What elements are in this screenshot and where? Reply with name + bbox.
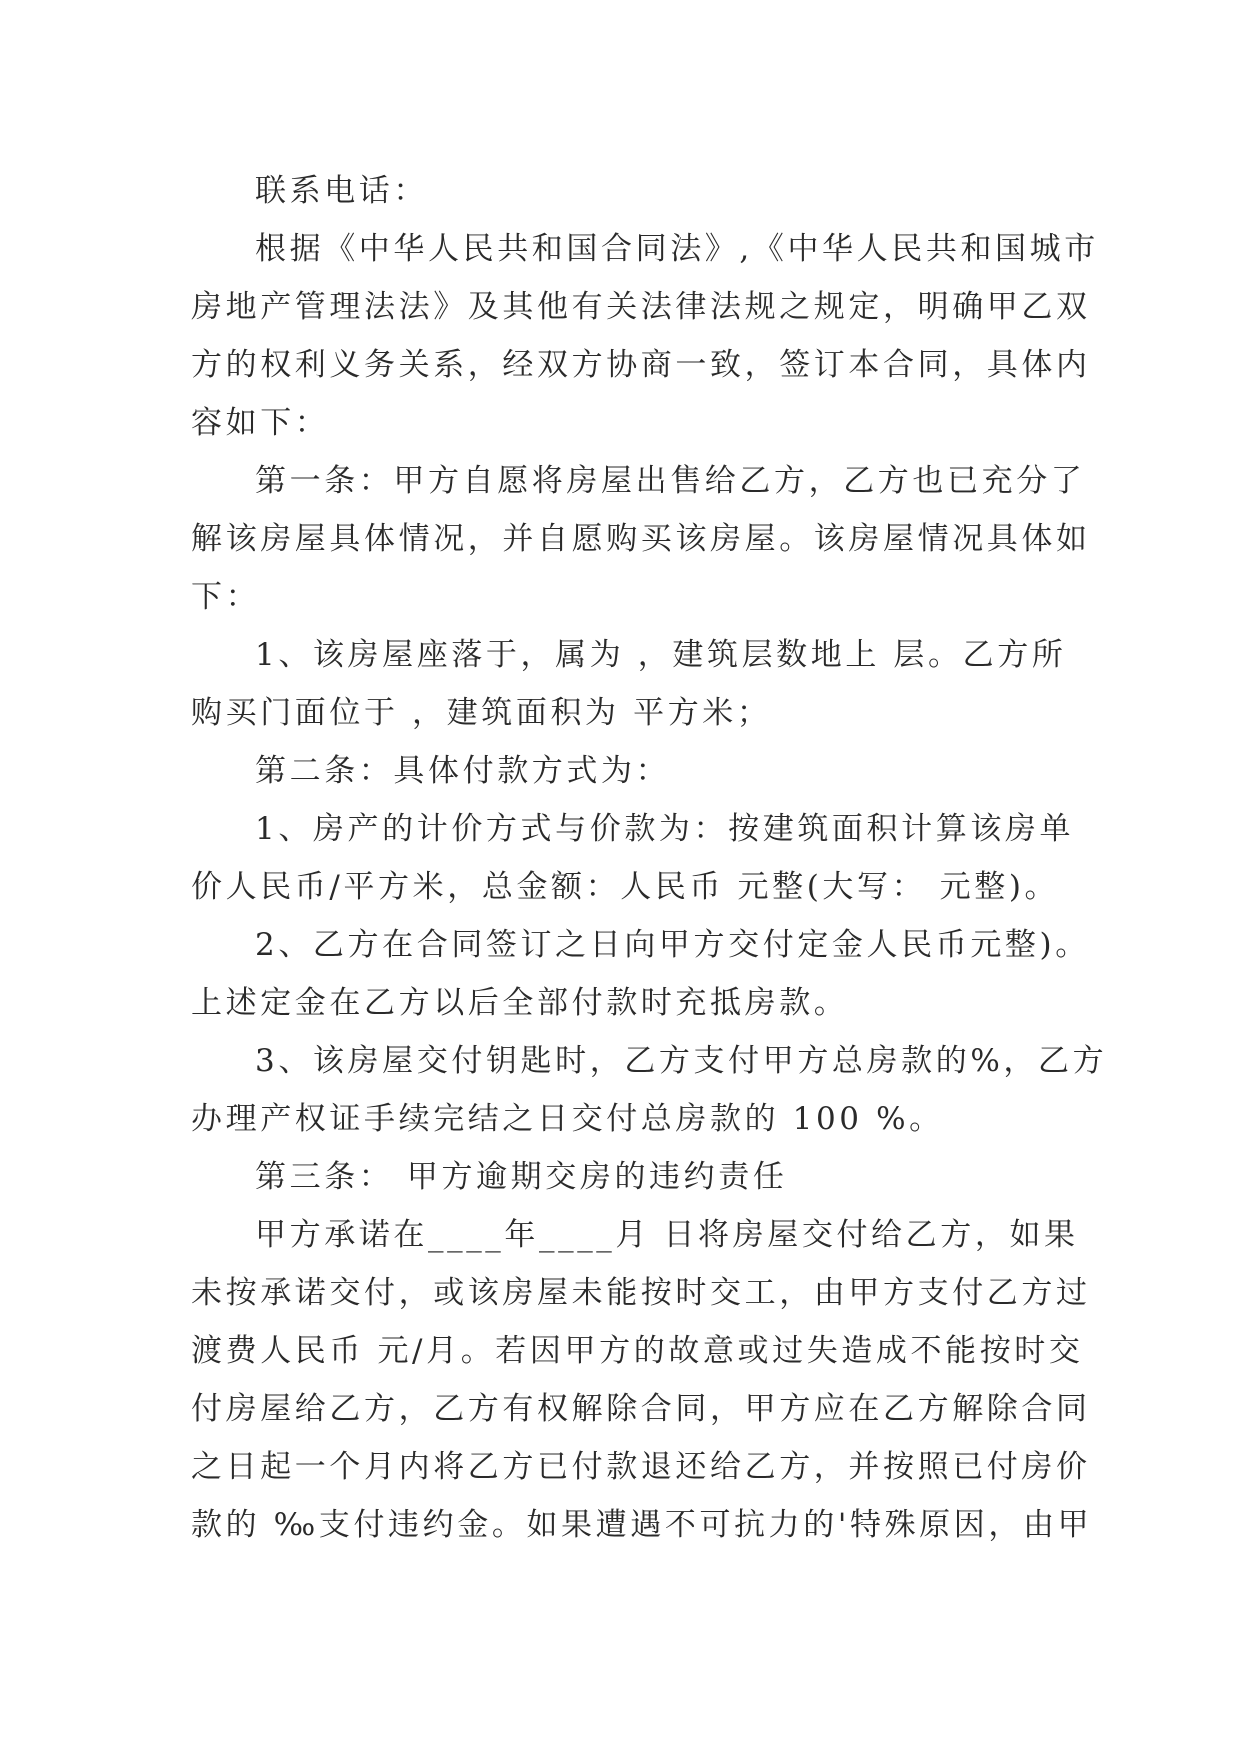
paragraph-line: 甲方承诺在____年____月 日将房屋交付给乙方，如果 (255, 1217, 1079, 1253)
article-one-heading-line: 第一条：甲方自愿将房屋出售给乙方，乙方也已充分了 (255, 463, 1086, 499)
paragraph-line: 购买门面位于 ，建筑面积为 平方米； (191, 695, 772, 731)
paragraph-line: 价人民币/平方米，总金额：人民币 元整(大写： 元整)。 (191, 869, 1060, 905)
contact-phone-line: 联系电话： (255, 173, 428, 209)
article-three-heading-line: 第三条： 甲方逾期交房的违约责任 (255, 1159, 788, 1195)
paragraph-line: 付房屋给乙方，乙方有权解除合同，甲方应在乙方解除合同 (191, 1391, 1091, 1427)
paragraph-line: 房地产管理法法》及其他有关法律法规之规定，明确甲乙双 (191, 289, 1091, 325)
paragraph-line: 款的 ‰支付违约金。如果遭遇不可抗力的'特殊原因，由甲 (191, 1507, 1093, 1543)
paragraph-line: 渡费人民币 元/月。若因甲方的故意或过失造成不能按时交 (191, 1333, 1084, 1369)
paragraph-line: 未按承诺交付，或该房屋未能按时交工，由甲方支付乙方过 (191, 1275, 1091, 1311)
clause-item-line: 1、该房屋座落于，属为 ，建筑层数地上 层。乙方所 (255, 637, 1067, 673)
paragraph-line: 下： (191, 579, 261, 615)
paragraph-line: 上述定金在乙方以后全部付款时充抵房款。 (191, 985, 849, 1021)
paragraph-line: 方的权利义务关系，经双方协商一致，签订本合同，具体内 (191, 347, 1091, 383)
clause-item-line: 3、该房屋交付钥匙时，乙方支付甲方总房款的%，乙方 (255, 1043, 1108, 1079)
paragraph-line: 根据《中华人民共和国合同法》,《中华人民共和国城市 (255, 231, 1099, 267)
paragraph-line: 解该房屋具体情况，并自愿购买该房屋。该房屋情况具体如 (191, 521, 1091, 557)
document-body (191, 162, 1108, 1554)
paragraph-line: 之日起一个月内将乙方已付款退还给乙方，并按照已付房价 (191, 1449, 1091, 1485)
article-two-heading-line: 第二条：具体付款方式为： (255, 753, 671, 789)
clause-item-line: 1、房产的计价方式与价款为：按建筑面积计算该房单 (255, 811, 1075, 847)
clause-item-line: 2、乙方在合同签订之日向甲方交付定金人民币元整)。 (255, 927, 1090, 963)
paragraph-line: 容如下： (191, 405, 330, 441)
paragraph-line: 办理产权证手续完结之日交付总房款的 100 %。 (191, 1101, 944, 1137)
